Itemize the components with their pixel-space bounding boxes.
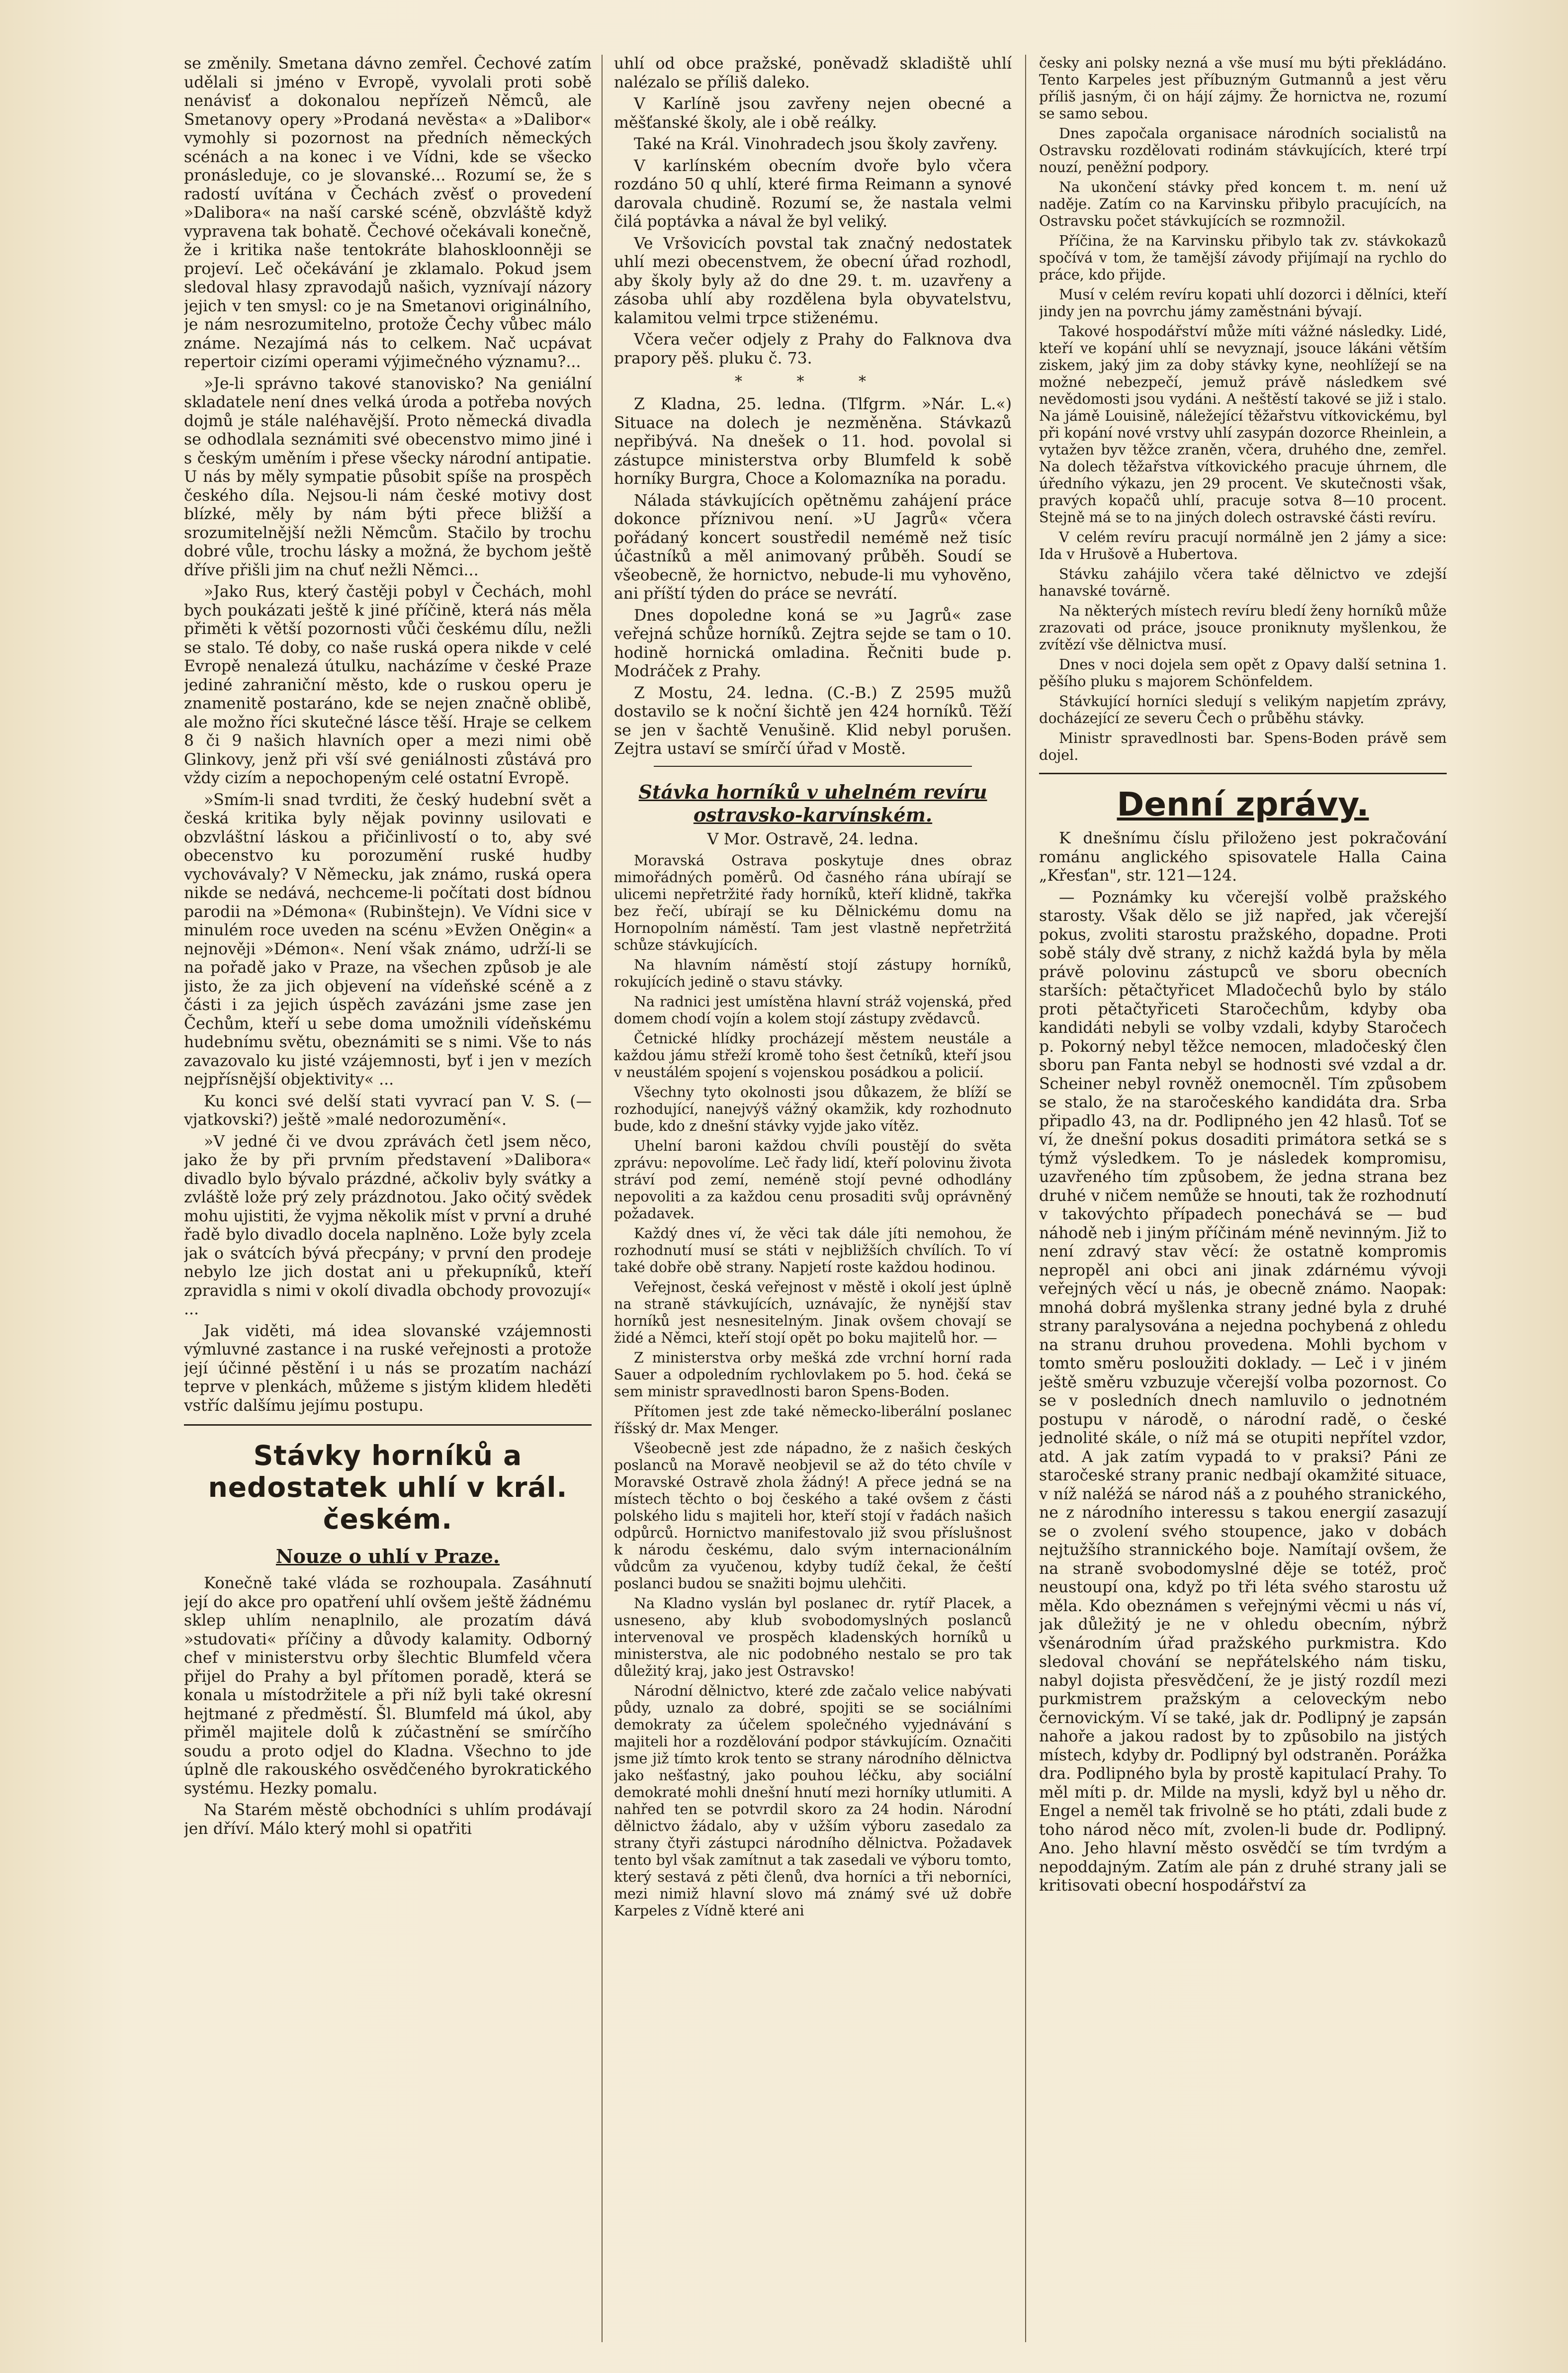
paragraph: Z ministerstva orby mešká zde vrchní horní rada Sauer a odpoledním rychlovlakem po 5. hod. čeká se sem ministr spravedlnosti baron Spens-Boden. xyxy=(614,1349,1012,1400)
paragraph: Na hlavním náměstí stojí zástupy horníků, rokujících jedině o stavu stávky. xyxy=(614,956,1012,990)
paragraph: K dnešnímu číslu přiloženo jest pokračování románu anglického spisovatele Halla Caina „Křesťan", str. 121—124. xyxy=(1039,829,1447,885)
section-heading: Stávky horníků a nedostatek uhlí v král. českém. xyxy=(208,1440,568,1535)
column-1 xyxy=(184,55,592,2362)
paragraph: Všeobecně jest zde nápadno, že z našich českých poslanců na Moravě neobjevil se až do této chvíle v Moravské Ostravě zhola žádný! A přece jedná se na místech těchto o boj českého a také ovšem z části polského lidu s majiteli hor, kteří stojí v řadách našich odpůrců. Hornictvo manifestovalo již svou příslušnost k národu českému, dalo svým internacionálním vůdcům za vyučenou, kdyby tudíž čekal, že čeští poslanci budou se snažiti bojmu ulehčiti. xyxy=(614,1440,1012,1592)
dateline: V Mor. Ostravě, 24. ledna. xyxy=(707,829,919,848)
paragraph: Stávku zahájilo včera také dělnictvo ve zdejší hanavské továrně. xyxy=(1039,566,1447,599)
paragraph: V Karlíně jsou zavřeny nejen obecné a měšťanské školy, ale i obě reálky. xyxy=(614,95,1012,132)
paragraph: Ve Vršovicích povstal tak značný nedostatek uhlí mezi obecenstvem, že obecní úřad rozhodl, aby školy byly až do dne 29. t. m. uzavřeny a zásoba uhlí aby rozdělena byla obyvatelstvu, kalamitou velmi trpce stiženému. xyxy=(614,234,1012,327)
paragraph: Na Kladno vyslán byl poslanec dr. rytíř Placek, a usneseno, aby klub svobodomyslných poslanců intervenoval ve prospěch kladenských horníků u ministerstva, ale nic podobného nestalo se pro tak důležitý kraj, jako jest Ostravsko! xyxy=(614,1595,1012,1679)
paragraph: Ministr spravedlnosti bar. Spens-Boden právě sem dojel. xyxy=(1039,730,1447,763)
paragraph: se změnily. Smetana dávno zemřel. Čechové zatím udělali si jméno v Evropě, vyvolali proti sobě nenávisť a dokonalou nepřízeň Němců, ale Smetanovy opery »Prodaná nevěsta« a »Dalibor« vymohly si pozornost na předních německých scénách a na konec i ve Vídni, kde se všecko pronásleduje, co je slovanské... Rozumí se, že s radostí uvítána v Čechách zvěsť o provedení »Dalibora« na naší carské scéně, obzvláště když vypravena tak bohatě. Čechové očekávali konečně, že i kritika naše tentokráte blahoskloonněji se projeví. Leč očekávání je zklamalo. Pokud jsem sledoval hlasy zpravodajů našich, vyznívají názory jejich v ten smysl: co je na Smetanovi originálního, je nám nesrozumitelno, protože Čechy vůbec málo známe. Nezajímá nás to celkem. Nač ucpávat repertoir cizími operami výjimečného významu?... xyxy=(184,55,592,371)
paragraph: Četnické hlídky procházejí městem neustále a každou jámu střeží kromě toho šest četníků, kteří jsou v neustálém spojení s vojenskou posádkou a policií. xyxy=(614,1030,1012,1081)
paragraph: Včera večer odjely z Prahy do Falknova dva prapory pěš. pluku č. 73. xyxy=(614,331,1012,367)
separator-stars: * * * xyxy=(734,373,891,390)
paragraph: Na ukončení stávky před koncem t. m. není už naděje. Zatím co na Karvinsku přibylo pracujících, na Ostravsku počet stávkujících se rozmnožil. xyxy=(1039,179,1447,229)
paragraph: Musí v celém revíru kopati uhlí dozorci i dělníci, kteří jindy jen na povrchu jámy zaměstnáni bývají. xyxy=(1039,286,1447,320)
column-rule xyxy=(1025,55,1026,2342)
paragraph: Každý dnes ví, že věci tak dále jíti nemohou, že rozhodnutí musí se státi v nejbližších chvílích. To ví také dobře obě strany. Napjetí roste každou hodinou. xyxy=(614,1225,1012,1276)
section-rule xyxy=(184,1424,592,1426)
section-heading: Stávka horníků v uhelném revíru ostravsko-karvínském. xyxy=(638,780,987,826)
paragraph: »V jedné či ve dvou zprávách četl jsem něco, jako že by při prvním představení »Dalibora« divadlo bylo bývalo prázdné, ačkoliv byly svátky a zvláště lože prý zely prázdnotou. Jako očitý svědek mohu ujistiti, že vyjma několik míst v první a druhé řadě bylo divadlo docela naplněno. Lože byly zcela jak o svátcích bývá přecpány; v první den prodeje nebylo lze jich dostat ani u překupníků, kteří zpravidla s nimi v okolí divadla obchody provozují« ... xyxy=(184,1132,592,1318)
paragraph: Národní dělnictvo, které zde začalo velice nabývati půdy, uznalo za dobré, spojiti se se sociálními demokraty za účelem společného vyjednávání s majiteli hor a rozdělování podpor stávkujícím. Označiti jsme již tímto krok tento se strany národního dělnictva jako nešťastný, jako pouhou léčku, aby sociální demokraté mohli dnešní hnutí mezi horníky utlumiti. A nahřed ten se potvrdil skoro za 24 hodin. Národní dělnictvo žádalo, aby v užším výboru zasedalo za strany čtyři zástupci národního dělnictva. Požadavek tento byl však zamítnut a tak zasedali ve výboru tomto, který sestavá z pěti členů, dva horníci a tři neborníci, mezi nimiž hlavní slovo má známý své už dobře Karpeles z Vídně které ani xyxy=(614,1682,1012,1919)
section-heading: Denní zprávy. xyxy=(1117,785,1369,823)
paragraph: Jak viděti, má idea slovanské vzájemnosti výmluvné zastance i na ruské veřejnosti a protože její účinné pěstění i u nás se prozatím nachází teprve v plenkách, můžeme s jistým klidem hleděti vstříc dalšímu jejímu postupu. xyxy=(184,1322,592,1415)
paragraph: »Je-li správno takové stanovisko? Na geniální skladatele není dnes velká úroda a potřeba nových dojmů je stále naléhavější. Proto německá divadla se odhodlala seznámiti své obecenstvo mimo jiné i s českým uměním i přese všecky národní antipatie. U nás by měly sympatie působit spíše na prospěch českého díla. Nejsou-li nám české motivy dost blízké, měly by nám býti přece bližší a srozumitelnější nežli Němcům. Stačilo by trochu dobré vůle, trochu lásky a možná, že bychom ještě dříve přišli jim na chuť nežli Němci... xyxy=(184,374,592,579)
paragraph: Na Starém městě obchodníci s uhlím prodávají jen dříví. Málo který mohl si opatřiti xyxy=(184,1801,592,1838)
paragraph: Z Kladna, 25. ledna. (Tlfgrm. »Nár. L.«) Situace na dolech je nezměněna. Stávkazů nepřibývá. Na dnešek o 11. hod. povolal si zástupce ministerstva orby Blumfeld k sobě horníky Burgra, Choce a Kolomazníka na poradu. xyxy=(614,395,1012,488)
section-rule xyxy=(1039,773,1447,774)
section-rule xyxy=(654,766,972,767)
paragraph: Přítomen jest zde také německo-liberální poslanec říšský dr. Max Menger. xyxy=(614,1403,1012,1437)
paragraph: Dnes dopoledne koná se »u Jagrů« zase veřejná schůze horníků. Zejtra sejde se tam o 10. hodině hornická omladina. Řečniti bude p. Modráček z Prahy. xyxy=(614,606,1012,680)
paragraph: Veřejnost, česká veřejnost v městě i okolí jest úplně na straně stávkujících, uznávajíc, že nynější stav horníků jest nesnesitelným. Jinak ovšem chovají se židé a Němci, kteří stojí opět po boku majitelů hor. — xyxy=(614,1278,1012,1346)
paragraph: Moravská Ostrava poskytuje dnes obraz mimořádných poměrů. Od časného rána ubírají se ulicemi nepřetržité řady horníků, kteří klidně, takřka bez řečí, ubírají se ku Dělnickému domu na Hornopolním náměstí. Tam jest vlastně nepřetržitá schůze stávkujících. xyxy=(614,852,1012,953)
paragraph: Na některých místech revíru bledí ženy horníků může zrazovati od práce, jsouce proniknuty myšlenkou, že zvítězí vše dělnictva musí. xyxy=(1039,603,1447,653)
paragraph: V celém revíru pracují normálně jen 2 jámy a sice: Ida v Hrušově a Hubertova. xyxy=(1039,529,1447,562)
paragraph: — Poznámky ku včerejší volbě pražského starosty. Však dělo se již napřed, jak včerejší pokus, zvoliti starostu pražského, dopadne. Proti sobě stály dvě strany, z nichž každá byla by měla právě polovinu zástupců ve sboru obecních starších: pětačtyřicet Mladočechů bylo by stálo proti pětačtyřiceti Staročechům, kdyby oba kandidáti nebyli se volby vzdali, kdyby Staročech p. Pokorný nebyl těžce nemocen, mladočeský člen sboru pan Fanta nebyl se hodnosti své vzdal a dr. Scheiner nebyl rovněž onemocněl. Tím způsobem se stalo, že na staročeského kandidáta dra. Srba připadlo 43, na dr. Podlipného jen 42 hlasů. Toť se ví, že dnešní pokus dosaditi primátora setká se s týmž výsledkem. To je následek kompromisu, uzavřeného tím způsobem, že jedna strana bez druhé v ničem nemůže se hnouti, tak že rozhodnutí v takovýchto případech ponechává se — buď náhodě neb i jiným příčinám méně nevinným. Již to není zdravý stav věcí: že ostatně kompromis nepropěl ani obci ani jinak zdárnému vývoji veřejných věcí u nás, je obecně známo. Naopak: mnohá dobrá myšlenka strany jedné byla z druhé strany paralysována a nejedna pochybená z ohledu na stranu druhou provedena. Mohli bychom v tomto směru posloužiti doklady. — Leč i v jiném ještě směru vzbuzuje včerejší volba pozornost. Co se v posledních dnech namluvilo o jednotném postupu v národě, o národní radě, o české jednolité skále, o níž má se otupiti nepřítel vzdor, atd. A jak zatím vypadá to v praksi? Páni ze staročeské strany pranic nedbají okamžité situace, v níž naléžá se národ náš a z pouhého stranického, ne z národního interessu s takou energií zasazují se o zvolení svého stoupence, jako v dobách nejtužšího strannického boje. Namítají ovšem, že na straně svobodomyslné děje se totéž, proč neustoupí ona, když po tři léta svého starostu už měla. Kdo obeznámen s veřejnými věcmi u nás ví, jak důležitý je ne v ohledu obecním, nýbrž všenárodním úřad pražského purkmistra. Kdo sledoval chování se nepřátelského nám tisku, nabyl dojista přesvědčení, že je jistý rozdíl mezi purkmistrem pražským a celoveckým nebo černovickým. Ví se také, jak dr. Podlipný je zapsán nahoře a jakou radost by to způsobilo na jistých místech, kdyby dr. Podlipný byl odstraněn. Porážka dra. Podlipného byla by prostě kapitulací Prahy. To měl míti p. dr. Milde na mysli, když byl u něho dr. Engel a neměl tak frivolně se ho ptáti, zdali bude z toho národ něco mít, zvolen-li bude dr. Podlipný. Ano. Jeho hlavní město osvědčí se tím tvrdým a nepoddajným. Zatím ale pán z druhé strany jali se kritisovati obecní hospodářství za xyxy=(1039,888,1447,1895)
paragraph: Nálada stávkujících opětněmu zahájení práce dokonce příznivou není. »U Jagrů« včera pořádaný koncert soustředil nemémě než tisíc účastníků a měl animovaný průběh. Soudí se všeobecně, že hornictvo, nebude-li mu vyhověno, ani příští týden do práce se nevrátí. xyxy=(614,491,1012,603)
paragraph: Takové hospodářství může míti vážné následky. Lidé, kteří ve kopání uhlí se nevyznají, jsouce lákáni větším ziskem, jaký jim za doby stávky kyne, neohlížejí se na možné nebezpečí, jemuž právě následkem své nevědomosti jsou vydáni. A neštěstí takové se již i stalo. Na jámě Louisině, náležející těžařstvu vítkovickému, byl při kopání nové vrstvy uhlí zasypán dozorce Rheinlein, a vytažen byv těžce zraněn, včera, druhého dne, zemřel. Na dolech těžařstva vítkovického pracuje úhrnem, dle úředního výkazu, jen 29 procent. Ve skutečnosti však, pravých kopačů uhlí, pracuje sotva 8—10 procent. Stejně má se to na jiných dolech ostravské části revíru. xyxy=(1039,323,1447,526)
paragraph: uhlí od obce pražské, poněvadž skladiště uhlí nalézalo se příliš daleko. xyxy=(614,55,1012,91)
paragraph: Z Mostu, 24. ledna. (C.-B.) Z 2595 mužů dostavilo se k noční šichtě jen 424 horníků. Těží se jen v šachtě Venušině. Klid nebyl porušen. Zejtra ustaví se smírčí úřad v Mostě. xyxy=(614,684,1012,758)
paragraph: Všechny tyto okolnosti jsou důkazem, že blíží se rozhodující, nanejvýš vážný okamžik, kdy rozhodnuto bude, kdo z dnešní stávky vyjde jako vítěz. xyxy=(614,1084,1012,1134)
paragraph: Příčina, že na Karvinsku přibylo tak zv. stávkokazů spočívá v tom, že tamější závody přijímají na rychlo do práce, kdo přijde. xyxy=(1039,233,1447,283)
paragraph: Stávkující horníci sledují s velikým napjetím zprávy, docházející ze severu Čech o průběhu stávky. xyxy=(1039,693,1447,727)
paragraph: Na radnici jest umístěna hlavní stráž vojenská, před domem chodí vojín a kolem stojí zástupy zvědavců. xyxy=(614,993,1012,1027)
paragraph: Ku konci své delší stati vyvrací pan V. S. (—vjatkovski?) ještě »malé nedorozumění«. xyxy=(184,1092,592,1129)
paragraph: Uhelní baroni každou chvíli poustějí do světa zprávu: nepovolíme. Leč řady lidí, kteří polovinu života stráví pod zemí, neméně stojí pevné odhodlány nepovoliti a za každou cenu prosaditi svůj oprávněný požadavek. xyxy=(614,1137,1012,1222)
subsection-heading: Nouze o uhlí v Praze. xyxy=(275,1545,500,1567)
paragraph: česky ani polsky nezná a vše musí mu býti překládáno. Tento Karpeles jest příbuzným Gutmannů a jest věru příliš jasným, či on hájí zájmy. Že hornictva ne, rozumí se samo sebou. xyxy=(1039,55,1447,122)
paragraph: »Smím-li snad tvrditi, že český hudební svět a česká kritika byly nějak povinny usilovati e obzvláštní láskou a přičinlivostí o to, aby své obecenstvo ku porozumění ruské hudby vychovávaly? V Německu, jak známo, ruská opera nikde se nedává, nechceme-li počítati dost bídnou parodii na »Démona« (Rubinštejn). Ve Vídni sice v minulém roce uveden na scénu »Evžen Oněgin« a nejnověji »Démon«. Není však známo, udrží-li se na pořadě jako v Praze, na všechen způsob je ale jisto, že za jich objevení na vídeňské scéně a z části i za jejich úspěch zavázáni jsme zase jen Čechům, kteří u sebe doma umožnili vídeňskému hudebnímu světu, obeznámiti se s nimi. Vše to nás zavazovalo ku jisté vzájemnosti, byť i jen v mezích nejpřísnější objektivity« ... xyxy=(184,791,592,1089)
paragraph: Dnes započala organisace národních socialistů na Ostravsku rozdělovati rodinám stávkujících, které trpí nouzí, peněžní podpory. xyxy=(1039,125,1447,176)
column-3 xyxy=(1039,55,1447,2362)
column-2 xyxy=(614,55,1012,2362)
paragraph: »Jako Rus, který častěji pobyl v Čechách, mohl bych poukázati ještě k jiné příčině, která nás měla přiměti k větší pozornosti vůči českému dílu, nežli se stalo. Té doby, co naše ruská opera nikde v celé Evropě nenalezá útulku, nacházíme v české Praze jediné zahraniční město, kde o ruskou operu je znamenitě postaráno, kde se nejen značně oblibě, ale možno říci skutečné lásce těší. Hraje se celkem 8 či 9 našich hlavních oper a mezi nimi obě Glinkovy, jenž při vší své geniálnosti zůstává pro vždy cizím a nepochopeným celé ostatní Evropě. xyxy=(184,583,592,787)
paragraph: Také na Král. Vinohradech jsou školy zavřeny. xyxy=(634,135,998,153)
paragraph: Dnes v noci dojela sem opět z Opavy další setnina 1. pěšího pluku s majorem Schönfeldem. xyxy=(1039,656,1447,690)
column-rule xyxy=(602,55,603,2342)
paragraph: Konečně také vláda se rozhoupala. Zasáhnutí její do akce pro opatření uhlí ovšem ještě žádnému sklep uhlím nenaplnilo, ale prozatím dává »studovati« příčiny a důvody kalamity. Odborný chef v ministerstvu orby šlechtic Blumfeld včera přijel do Prahy a byl přítomen poradě, která se konala u místodržitele a při níž byli také okresní hejtmané z předměstí. Šl. Blumfeld má úkol, aby přiměl majitele dolů k zúčastnění se smírčího soudu a proto odjel do Kladna. Všechno to jde úplně dle rakouského osvědčeného byrokratického systému. Hezky pomalu. xyxy=(184,1574,592,1798)
paragraph: V karlínském obecním dvoře bylo včera rozdáno 50 q uhlí, které firma Reimann a synové darovala chudině. Rozumí se, že nastala velmi čilá poptávka a nával že byl veliký. xyxy=(614,157,1012,231)
